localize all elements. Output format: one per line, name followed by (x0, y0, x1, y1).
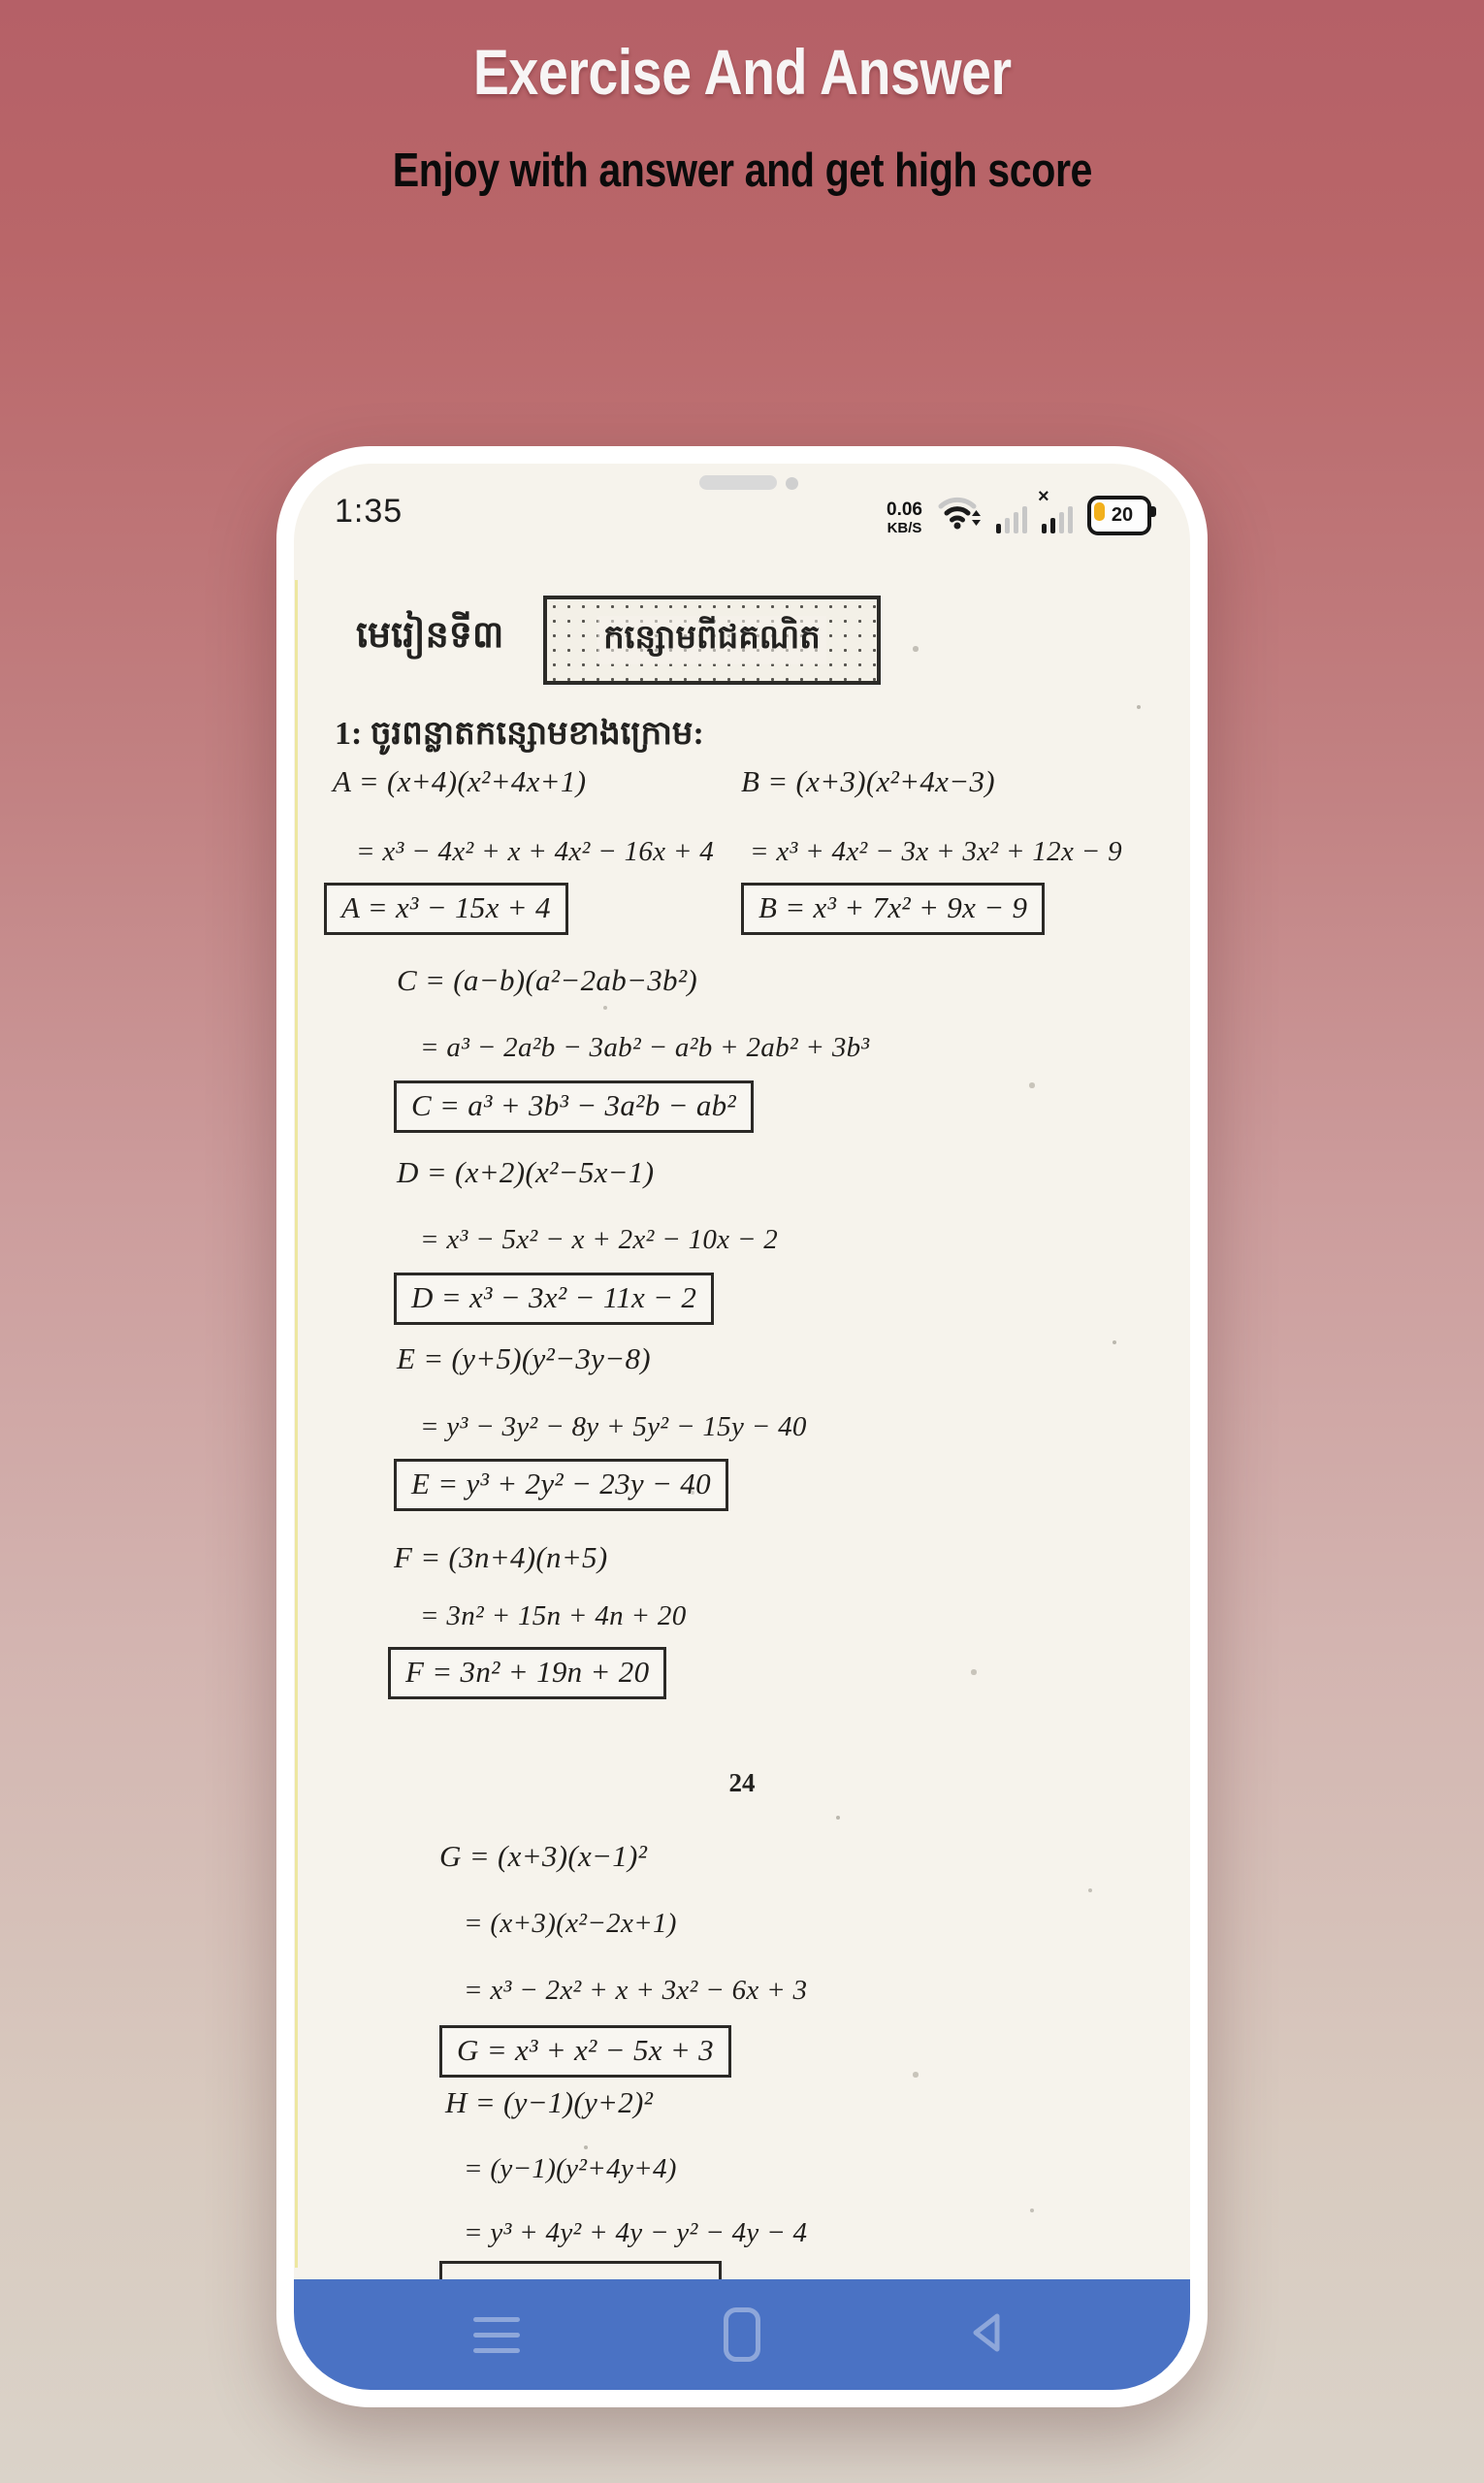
x-mark: × (1038, 486, 1049, 507)
answer-e-box (394, 1459, 728, 1511)
network-speed-unit: KB/S (887, 520, 922, 536)
answer-c: C = a³ + 3b³ − 3a²b − ab² (394, 1080, 754, 1133)
equation-e: E = (y+5)(y²−3y−8) (397, 1341, 651, 1375)
page-edge-line (295, 580, 298, 2268)
answer-d: D = x³ − 3x² − 11x − 2 (394, 1273, 714, 1325)
phone-screen (294, 464, 1190, 2390)
equation-d: D = (x+2)(x²−5x−1) (397, 1155, 655, 1189)
answer-b: B = x³ + 7x² + 9x − 9 (741, 883, 1045, 935)
equation-f: F = (3n+4)(n+5) (394, 1540, 608, 1574)
equation-g: G = (x+3)(x−1)² (439, 1839, 648, 1873)
equation-b: B = (x+3)(x²+4x−3) (741, 764, 995, 798)
answer-g: G = x³ + x² − 5x + 3 (439, 2025, 731, 2078)
instruction-text: 1: ចូរពន្លាតកន្សោមខាងក្រោម: (335, 716, 704, 752)
equation-c-step: = a³ − 2a²b − 3ab² − a²b + 2ab² + 3b³ (420, 1032, 870, 1063)
home-button[interactable] (698, 2291, 786, 2378)
answer-f: F = 3n² + 19n + 20 (388, 1647, 666, 1699)
equation-e-step: = y³ − 3y² − 8y + 5y² − 15y − 40 (420, 1411, 807, 1442)
back-button[interactable] (945, 2291, 1032, 2378)
equation-g-step2: = x³ − 2x² + x + 3x² − 6x + 3 (464, 1975, 808, 2006)
answer-f-box (388, 1647, 666, 1699)
app-title (0, 35, 1484, 109)
equation-a: A = (x+4)(x²+4x+1) (333, 764, 587, 798)
equation-c: C = (a−b)(a²−2ab−3b²) (397, 963, 698, 997)
network-speed-value: 0.06 (887, 500, 922, 520)
answer-b-box (741, 883, 1045, 935)
lesson-label: មេរៀនទី៣ (356, 615, 504, 656)
document-scroll-area[interactable] (294, 464, 1190, 2390)
app-subtitle-text: Enjoy with answer and get high score (392, 145, 1092, 197)
equation-a-step: = x³ − 4x² + x + 4x² − 16x + 4 (356, 836, 715, 867)
answer-c-box (394, 1080, 754, 1133)
equation-d-step: = x³ − 5x² − x + 2x² − 10x − 2 (420, 1224, 779, 1255)
recents-menu-button[interactable] (453, 2291, 540, 2378)
equation-g-step1: = (x+3)(x²−2x+1) (464, 1908, 677, 1939)
answer-a-box (324, 883, 568, 935)
menu-icon (473, 2317, 520, 2353)
equation-h-step1: = (y−1)(y²+4y+4) (464, 2153, 677, 2184)
app-subtitle (0, 144, 1484, 198)
phone-mockup (276, 446, 1208, 2407)
home-icon (724, 2307, 760, 2362)
answer-d-box (394, 1273, 714, 1325)
android-nav-bar (294, 2279, 1190, 2390)
scan-noise (294, 464, 296, 466)
status-time: 1:35 (335, 493, 403, 530)
answer-a: A = x³ − 15x + 4 (324, 883, 568, 935)
app-title-text: Exercise And Answer (472, 36, 1012, 108)
chapter-title: កន្សោមពីជគណិត (597, 616, 826, 664)
back-icon (963, 2307, 1014, 2363)
equation-b-step: = x³ + 4x² − 3x + 3x² + 12x − 9 (750, 836, 1122, 867)
page-number: 24 (728, 1768, 756, 1797)
chapter-title-box (543, 596, 881, 685)
battery-percent: 20 (1111, 504, 1134, 526)
equation-f-step: = 3n² + 15n + 4n + 20 (420, 1600, 687, 1631)
answer-g-box (439, 2025, 731, 2078)
equation-h-step2: = y³ + 4y² + 4y − y² − 4y − 4 (464, 2217, 808, 2248)
equation-h: H = (y−1)(y+2)² (445, 2085, 654, 2119)
answer-e: E = y³ + 2y² − 23y − 40 (394, 1459, 728, 1511)
